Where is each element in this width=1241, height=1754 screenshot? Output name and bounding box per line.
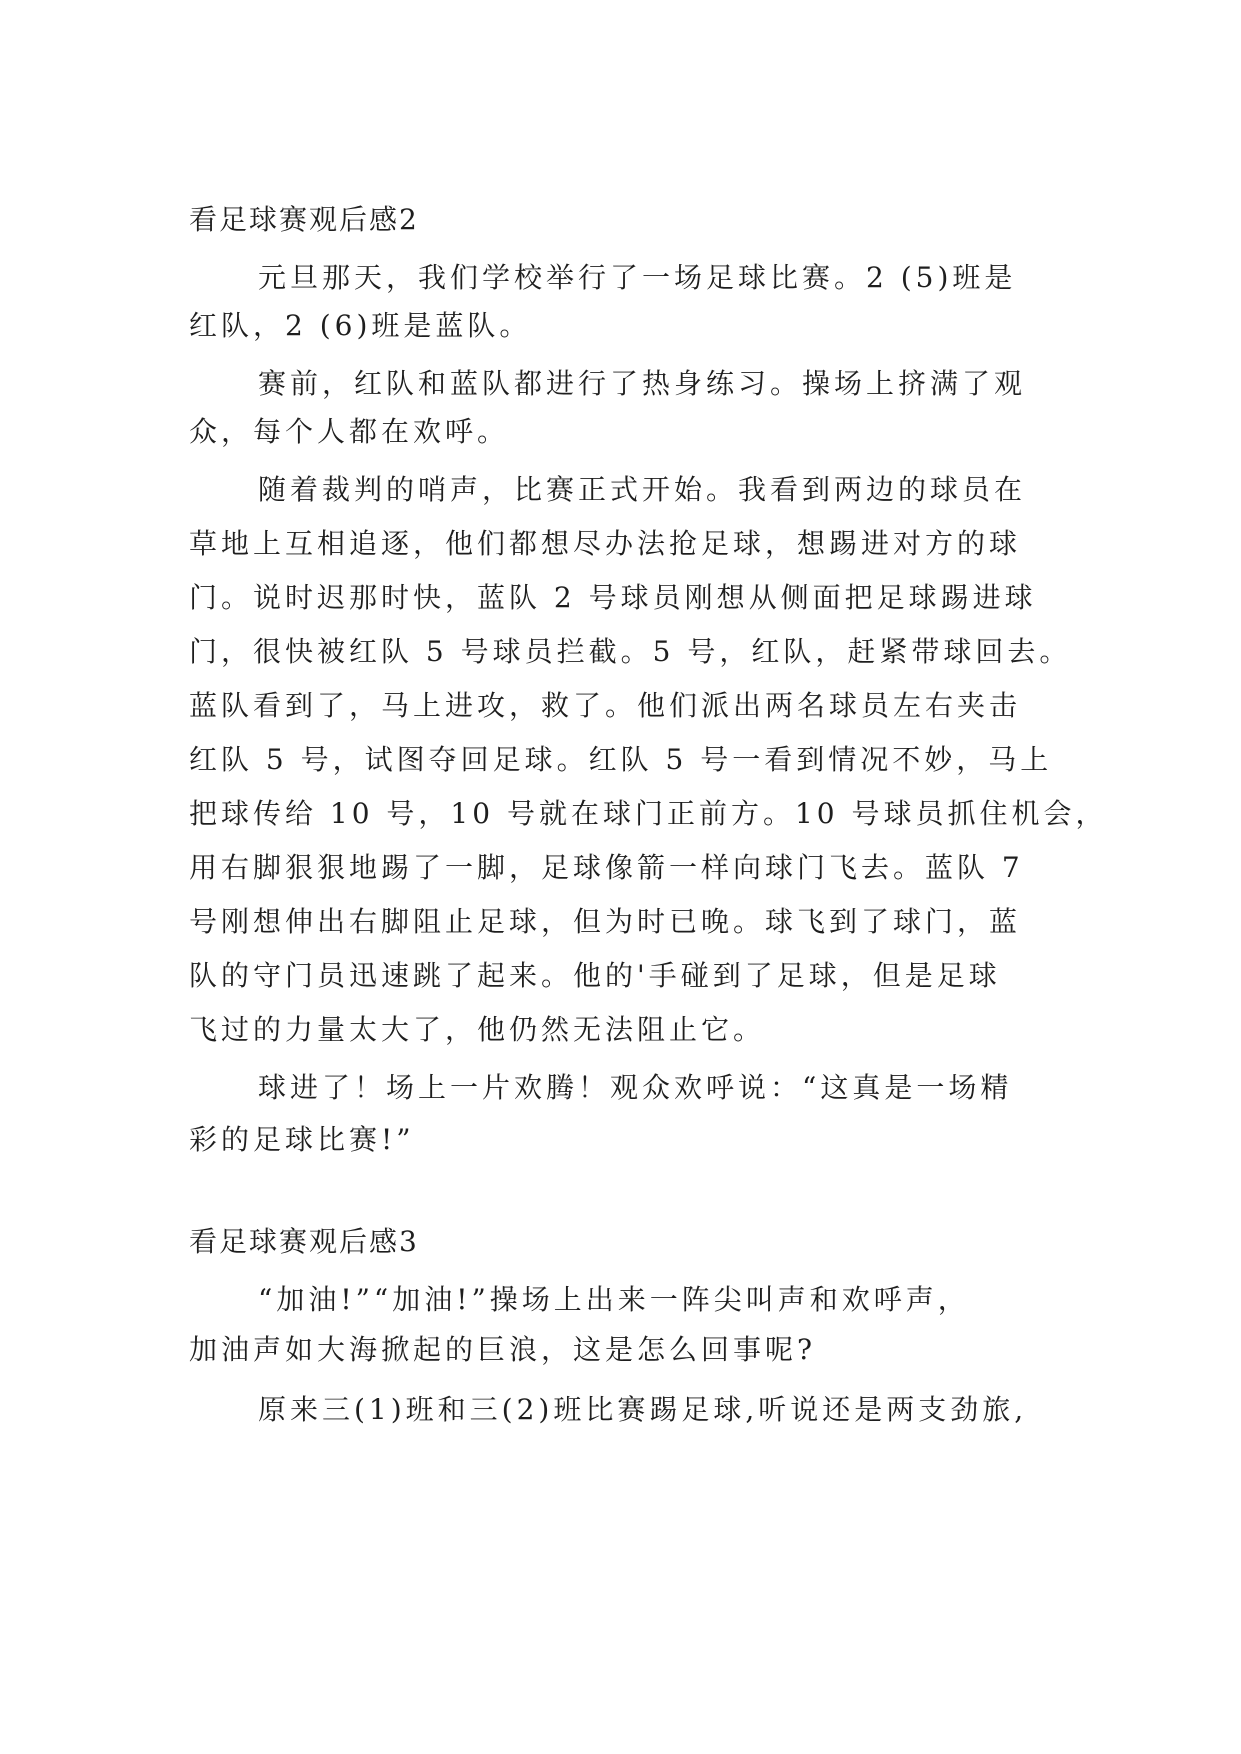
paragraph-line: 球进了！场上一片欢腾！观众欢呼说：“这真是一场精 [258, 1071, 1013, 1104]
section-heading: 看足球赛观后感3 [189, 1225, 419, 1258]
paragraph-line: 原来三(1)班和三(2)班比赛踢足球,听说还是两支劲旅, [258, 1393, 1028, 1426]
paragraph-line: 红队 5 号，试图夺回足球。红队 5 号一看到情况不妙，马上 [189, 743, 1053, 776]
paragraph-line: 赛前，红队和蓝队都进行了热身练习。操场上挤满了观 [258, 367, 1027, 400]
section-heading: 看足球赛观后感2 [189, 203, 419, 236]
paragraph-line: 元旦那天，我们学校举行了一场足球比赛。2 (5)班是 [258, 261, 1017, 294]
paragraph-line: 随着裁判的哨声，比赛正式开始。我看到两边的球员在 [258, 473, 1027, 506]
paragraph-line: 彩的足球比赛!” [189, 1123, 415, 1156]
paragraph-line: 队的守门员迅速跳了起来。他的'手碰到了足球，但是足球 [189, 959, 1001, 992]
paragraph-line: 把球传给 10 号，10 号就在球门正前方。10 号球员抓住机会， [189, 797, 1108, 830]
paragraph-line: 加油声如大海掀起的巨浪，这是怎么回事呢? [189, 1333, 817, 1366]
paragraph-line: 蓝队看到了，马上进攻，救了。他们派出两名球员左右夹击 [189, 689, 1022, 722]
paragraph-line: 草地上互相追逐，他们都想尽办法抢足球，想踢进对方的球 [189, 527, 1022, 560]
paragraph-line: 飞过的力量太大了，他仍然无法阻止它。 [189, 1013, 766, 1046]
paragraph-line: 门。说时迟那时快，蓝队 2 号球员刚想从侧面把足球踢进球 [189, 581, 1037, 614]
paragraph-line: 众，每个人都在欢呼。 [189, 415, 510, 448]
paragraph-line: 用右脚狠狠地踢了一脚，足球像箭一样向球门飞去。蓝队 7 [189, 851, 1024, 884]
paragraph-line: 红队，2 (6)班是蓝队。 [189, 309, 532, 342]
paragraph-line: 门，很快被红队 5 号球员拦截。5 号，红队，赶紧带球回去。 [189, 635, 1072, 668]
paragraph-line: 号刚想伸出右脚阻止足球，但为时已晚。球飞到了球门，蓝 [189, 905, 1022, 938]
paragraph-line: “加油!”“加油!”操场上出来一阵尖叫声和欢呼声， [258, 1283, 970, 1316]
